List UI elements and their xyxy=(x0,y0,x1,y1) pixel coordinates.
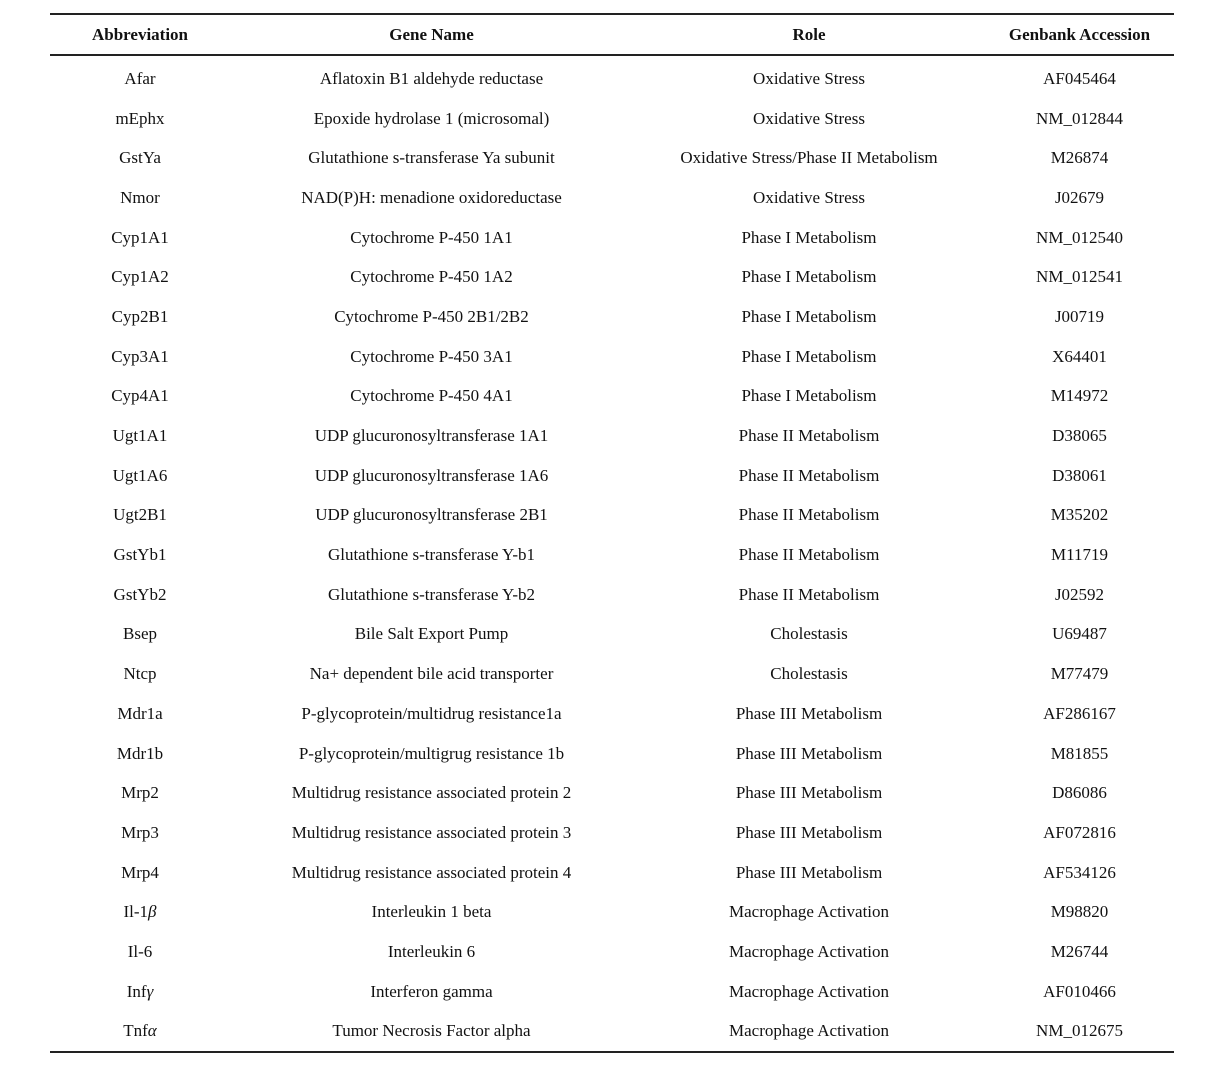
cell-role: Macrophage Activation xyxy=(728,902,890,922)
cell-gene-name: Glutathione s-transferase Ya subunit xyxy=(308,148,555,168)
cell-gene-name: Na+ dependent bile acid transporter xyxy=(309,664,554,684)
cell-abbreviation: Bsep xyxy=(123,624,157,644)
cell-genbank-accession: AF010466 xyxy=(1043,981,1116,1001)
cell-genbank-accession: NM_012675 xyxy=(985,1012,1174,1053)
cell-gene-name: Glutathione s-transferase Y-b1 xyxy=(327,545,536,565)
header-row xyxy=(50,14,1174,55)
cell-abbreviation: Cyp2B1 xyxy=(111,306,169,326)
cell-role: Macrophage Activation xyxy=(728,981,890,1001)
table-row xyxy=(50,416,1174,456)
cell-genbank-accession: U69487 xyxy=(1052,624,1107,644)
cell-gene-name: UDP glucuronosyltransferase 1A1 xyxy=(314,426,549,446)
cell-genbank-accession: AF534126 xyxy=(1043,862,1116,882)
table-row xyxy=(50,456,1174,496)
cell-abbreviation: Ugt1A1 xyxy=(112,426,168,446)
cell-genbank-accession: D38065 xyxy=(1052,426,1107,446)
cell-abbreviation: Mdr1a xyxy=(117,703,163,723)
cell-gene-name: Aflatoxin B1 aldehyde reductase xyxy=(319,68,544,88)
cell-gene-name: Tumor Necrosis Factor alpha xyxy=(230,1012,633,1053)
cell-abbreviation: GstYa xyxy=(119,148,161,168)
table-row xyxy=(50,1012,1174,1053)
cell-role: Phase III Metabolism xyxy=(735,743,883,763)
cell-gene-name: P-glycoprotein/multigrug resistance 1b xyxy=(298,743,565,763)
cell-genbank-accession: M77479 xyxy=(1050,664,1109,684)
table-body xyxy=(50,55,1174,1052)
table-row xyxy=(50,257,1174,297)
greek-letter: γ xyxy=(146,981,154,1001)
cell-role: Phase III Metabolism xyxy=(735,783,883,803)
cell-genbank-accession: M35202 xyxy=(1050,505,1109,525)
greek-letter: α xyxy=(147,1021,157,1041)
table-row xyxy=(50,337,1174,377)
cell-role: Phase III Metabolism xyxy=(735,703,883,723)
cell-gene-name: Cytochrome P-450 3A1 xyxy=(350,346,513,366)
cell-role: Oxidative Stress xyxy=(753,108,865,128)
gene-table-container xyxy=(50,13,1174,1053)
header-genbank-accession: Genbank Accession xyxy=(985,14,1174,55)
cell-gene-name: Interleukin 6 xyxy=(387,941,476,961)
cell-gene-name: UDP glucuronosyltransferase 2B1 xyxy=(315,505,548,525)
table-row xyxy=(50,178,1174,218)
cell-genbank-accession: M26744 xyxy=(1050,941,1109,961)
cell-genbank-accession: AF286167 xyxy=(1043,703,1116,723)
cell-role: Cholestasis xyxy=(770,624,848,644)
cell-role: Phase I Metabolism xyxy=(741,306,877,326)
cell-abbreviation: Il-1β xyxy=(123,902,157,922)
cell-genbank-accession: NM_012540 xyxy=(1036,227,1123,247)
cell-gene-name: Cytochrome P-450 1A2 xyxy=(350,267,513,287)
cell-genbank-accession: NM_012541 xyxy=(1036,267,1123,287)
table-row xyxy=(50,654,1174,694)
cell-genbank-accession: M26874 xyxy=(1050,148,1109,168)
cell-role: Phase II Metabolism xyxy=(738,426,880,446)
cell-gene-name: Epoxide hydrolase 1 (microsomal) xyxy=(313,108,550,128)
cell-abbreviation: Ugt2B1 xyxy=(113,505,167,525)
cell-role: Cholestasis xyxy=(770,664,848,684)
cell-role: Phase III Metabolism xyxy=(735,862,883,882)
cell-genbank-accession: AF072816 xyxy=(1043,822,1116,842)
cell-role: Macrophage Activation xyxy=(633,1012,985,1053)
cell-genbank-accession: J02679 xyxy=(1054,187,1105,207)
cell-abbreviation: Nmor xyxy=(120,187,160,207)
cell-abbreviation: GstYb1 xyxy=(113,545,167,565)
cell-gene-name: Multidrug resistance associated protein 2 xyxy=(291,783,572,803)
cell-abbreviation: Mrp3 xyxy=(121,822,159,842)
cell-abbreviation: Mdr1b xyxy=(116,743,164,763)
cell-abbreviation: Ugt1A6 xyxy=(112,465,168,485)
cell-genbank-accession: NM_012844 xyxy=(1036,108,1123,128)
cell-gene-name: Bile Salt Export Pump xyxy=(354,624,509,644)
cell-genbank-accession: X64401 xyxy=(1052,346,1107,366)
cell-abbreviation: Cyp1A1 xyxy=(111,227,169,247)
cell-gene-name: Cytochrome P-450 2B1/2B2 xyxy=(334,306,529,326)
cell-gene-name: Multidrug resistance associated protein 3 xyxy=(291,822,572,842)
table-row xyxy=(50,138,1174,178)
greek-letter: β xyxy=(148,902,157,922)
cell-genbank-accession: M81855 xyxy=(1050,743,1109,763)
cell-genbank-accession: J00719 xyxy=(1054,306,1105,326)
header-gene-name: Gene Name xyxy=(230,14,633,55)
table-row xyxy=(50,55,1174,99)
cell-gene-name: Interferon gamma xyxy=(370,981,493,1001)
cell-genbank-accession: M98820 xyxy=(1050,902,1109,922)
table-row xyxy=(50,535,1174,575)
cell-gene-name: Multidrug resistance associated protein 4 xyxy=(291,862,572,882)
cell-abbreviation: GstYb2 xyxy=(113,584,167,604)
cell-abbreviation: Infγ xyxy=(126,981,154,1001)
cell-abbreviation: Tnfα xyxy=(50,1012,230,1053)
cell-role: Oxidative Stress/Phase II Metabolism xyxy=(680,148,938,168)
cell-gene-name: Cytochrome P-450 4A1 xyxy=(350,386,513,406)
table-row xyxy=(50,297,1174,337)
cell-abbreviation: Cyp3A1 xyxy=(111,346,169,366)
table-row xyxy=(50,734,1174,774)
cell-abbreviation: Mrp2 xyxy=(121,783,159,803)
table-row xyxy=(50,377,1174,417)
cell-genbank-accession: AF045464 xyxy=(1043,68,1116,88)
cell-role: Phase II Metabolism xyxy=(738,505,880,525)
cell-genbank-accession: M14972 xyxy=(1050,386,1109,406)
cell-role: Phase I Metabolism xyxy=(741,386,877,406)
cell-gene-name: Glutathione s-transferase Y-b2 xyxy=(327,584,536,604)
cell-genbank-accession: J02592 xyxy=(1054,584,1105,604)
cell-gene-name: UDP glucuronosyltransferase 1A6 xyxy=(314,465,549,485)
cell-genbank-accession: D38061 xyxy=(1052,465,1107,485)
table-row xyxy=(50,853,1174,893)
cell-gene-name: Interleukin 1 beta xyxy=(371,902,492,922)
cell-role: Oxidative Stress xyxy=(753,187,865,207)
table-row xyxy=(50,773,1174,813)
cell-role: Phase I Metabolism xyxy=(741,227,877,247)
cell-abbreviation: Il-6 xyxy=(127,941,153,961)
table-row xyxy=(50,496,1174,536)
cell-abbreviation: mEphx xyxy=(115,108,165,128)
cell-role: Oxidative Stress xyxy=(753,68,865,88)
cell-role: Phase II Metabolism xyxy=(738,545,880,565)
cell-role: Phase I Metabolism xyxy=(741,267,877,287)
table-header xyxy=(50,14,1174,55)
cell-role: Macrophage Activation xyxy=(728,941,890,961)
table-row xyxy=(50,99,1174,139)
gene-table xyxy=(50,13,1174,1053)
cell-abbreviation: Cyp1A2 xyxy=(111,267,169,287)
cell-role: Phase I Metabolism xyxy=(741,346,877,366)
cell-role: Phase II Metabolism xyxy=(738,584,880,604)
table-row xyxy=(50,892,1174,932)
cell-abbreviation: Afar xyxy=(124,68,156,88)
header-role: Role xyxy=(633,14,985,55)
header-abbreviation: Abbreviation xyxy=(50,14,230,55)
table-row xyxy=(50,972,1174,1012)
table-row xyxy=(50,575,1174,615)
cell-abbreviation: Ntcp xyxy=(123,664,157,684)
table-row xyxy=(50,813,1174,853)
table-row xyxy=(50,615,1174,655)
cell-abbreviation: Cyp4A1 xyxy=(111,386,169,406)
table-row xyxy=(50,932,1174,972)
cell-abbreviation: Mrp4 xyxy=(121,862,159,882)
cell-genbank-accession: D86086 xyxy=(1052,783,1107,803)
cell-role: Phase II Metabolism xyxy=(738,465,880,485)
table-row xyxy=(50,694,1174,734)
cell-role: Phase III Metabolism xyxy=(735,822,883,842)
table-row xyxy=(50,218,1174,258)
cell-gene-name: P-glycoprotein/multidrug resistance1a xyxy=(301,703,562,723)
cell-gene-name: NAD(P)H: menadione oxidoreductase xyxy=(301,187,562,207)
cell-genbank-accession: M11719 xyxy=(1051,545,1108,565)
cell-gene-name: Cytochrome P-450 1A1 xyxy=(350,227,513,247)
